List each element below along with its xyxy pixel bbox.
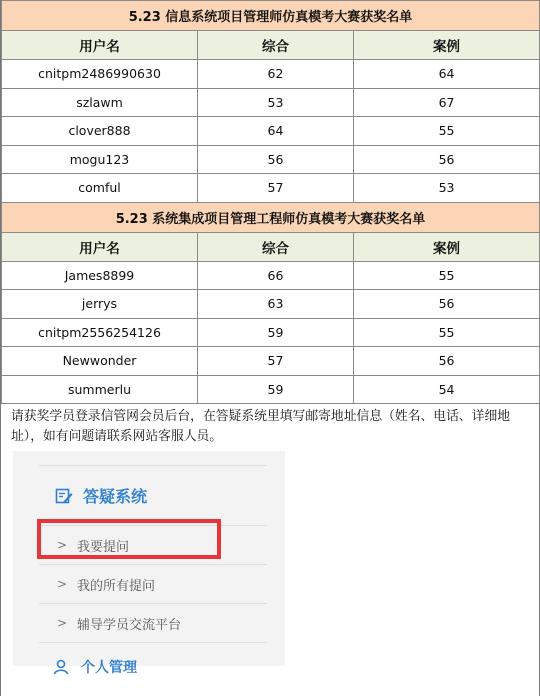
section-title: 答疑系统 bbox=[83, 487, 148, 506]
username-cell: cnitpm2556254126 bbox=[2, 318, 198, 347]
score-cell: 55 bbox=[354, 117, 540, 146]
table-row bbox=[2, 375, 540, 404]
username-cell: James8899 bbox=[2, 261, 198, 290]
username-cell: jerrys bbox=[2, 290, 198, 319]
table-row bbox=[2, 88, 540, 117]
section-header bbox=[55, 484, 147, 507]
instruction-text: 请获奖学员登录信管网会员后台，在答疑系统里填写邮寄地址信息（姓名、电话、详细地址），如有问题请联系网站客服人员。 bbox=[11, 409, 511, 444]
username-cell: clover888 bbox=[2, 117, 198, 146]
score-cell: 53 bbox=[198, 88, 354, 117]
score-cell: 56 bbox=[354, 145, 540, 174]
score-cell: 64 bbox=[354, 60, 540, 89]
column-header-username: 用户名 bbox=[2, 232, 198, 261]
menu-item-my-questions[interactable] bbox=[39, 564, 267, 603]
table-row bbox=[2, 145, 540, 174]
score-cell: 55 bbox=[354, 261, 540, 290]
column-header-case: 案例 bbox=[354, 232, 540, 261]
menu-item-label: 辅导学员交流平台 bbox=[77, 617, 182, 633]
table-title: 5.23 信息系统项目管理师仿真模考大赛获奖名单 bbox=[2, 1, 540, 31]
edit-note-icon bbox=[55, 487, 73, 505]
score-cell: 62 bbox=[198, 60, 354, 89]
table-row bbox=[2, 347, 540, 376]
score-cell: 56 bbox=[198, 145, 354, 174]
table-row bbox=[2, 318, 540, 347]
score-cell: 56 bbox=[354, 290, 540, 319]
column-header-case: 案例 bbox=[354, 31, 540, 60]
next-section-title: 个人管理 bbox=[81, 660, 137, 676]
score-cell: 53 bbox=[354, 174, 540, 203]
column-header-username: 用户名 bbox=[2, 31, 198, 60]
next-section-header bbox=[53, 657, 137, 677]
menu-item-label: 我的所有提问 bbox=[77, 578, 156, 594]
score-cell: 55 bbox=[354, 318, 540, 347]
username-cell: summerlu bbox=[2, 375, 198, 404]
menu-item-exchange-platform[interactable] bbox=[39, 603, 267, 642]
help-system-screenshot bbox=[13, 451, 285, 676]
score-cell: 59 bbox=[198, 375, 354, 404]
table-row bbox=[2, 60, 540, 89]
score-cell: 66 bbox=[198, 261, 354, 290]
username-cell: Newwonder bbox=[2, 347, 198, 376]
score-cell: 64 bbox=[198, 117, 354, 146]
user-icon bbox=[53, 659, 69, 675]
score-cell: 54 bbox=[354, 375, 540, 404]
table-row bbox=[2, 117, 540, 146]
username-cell: szlawm bbox=[2, 88, 198, 117]
chevron-right-icon: > bbox=[56, 577, 68, 591]
menu-item-label: 我要提问 bbox=[77, 539, 130, 555]
column-header-total: 综合 bbox=[198, 232, 354, 261]
username-cell: comful bbox=[2, 174, 198, 203]
username-cell: mogu123 bbox=[2, 145, 198, 174]
table-title: 5.23 系统集成项目管理工程师仿真模考大赛获奖名单 bbox=[2, 202, 540, 232]
score-cell: 57 bbox=[198, 174, 354, 203]
divider bbox=[39, 465, 267, 466]
highlight-box bbox=[37, 519, 221, 559]
username-cell: cnitpm2486990630 bbox=[2, 60, 198, 89]
table-row bbox=[2, 261, 540, 290]
chevron-right-icon: > bbox=[56, 538, 68, 552]
score-cell: 56 bbox=[354, 347, 540, 376]
score-cell: 67 bbox=[354, 88, 540, 117]
column-header-total: 综合 bbox=[198, 31, 354, 60]
score-cell: 57 bbox=[198, 347, 354, 376]
award-table-pm bbox=[1, 0, 540, 404]
score-cell: 59 bbox=[198, 318, 354, 347]
table-row bbox=[2, 174, 540, 203]
score-cell: 63 bbox=[198, 290, 354, 319]
table-row bbox=[2, 290, 540, 319]
chevron-right-icon: > bbox=[56, 616, 68, 630]
divider bbox=[39, 642, 267, 644]
